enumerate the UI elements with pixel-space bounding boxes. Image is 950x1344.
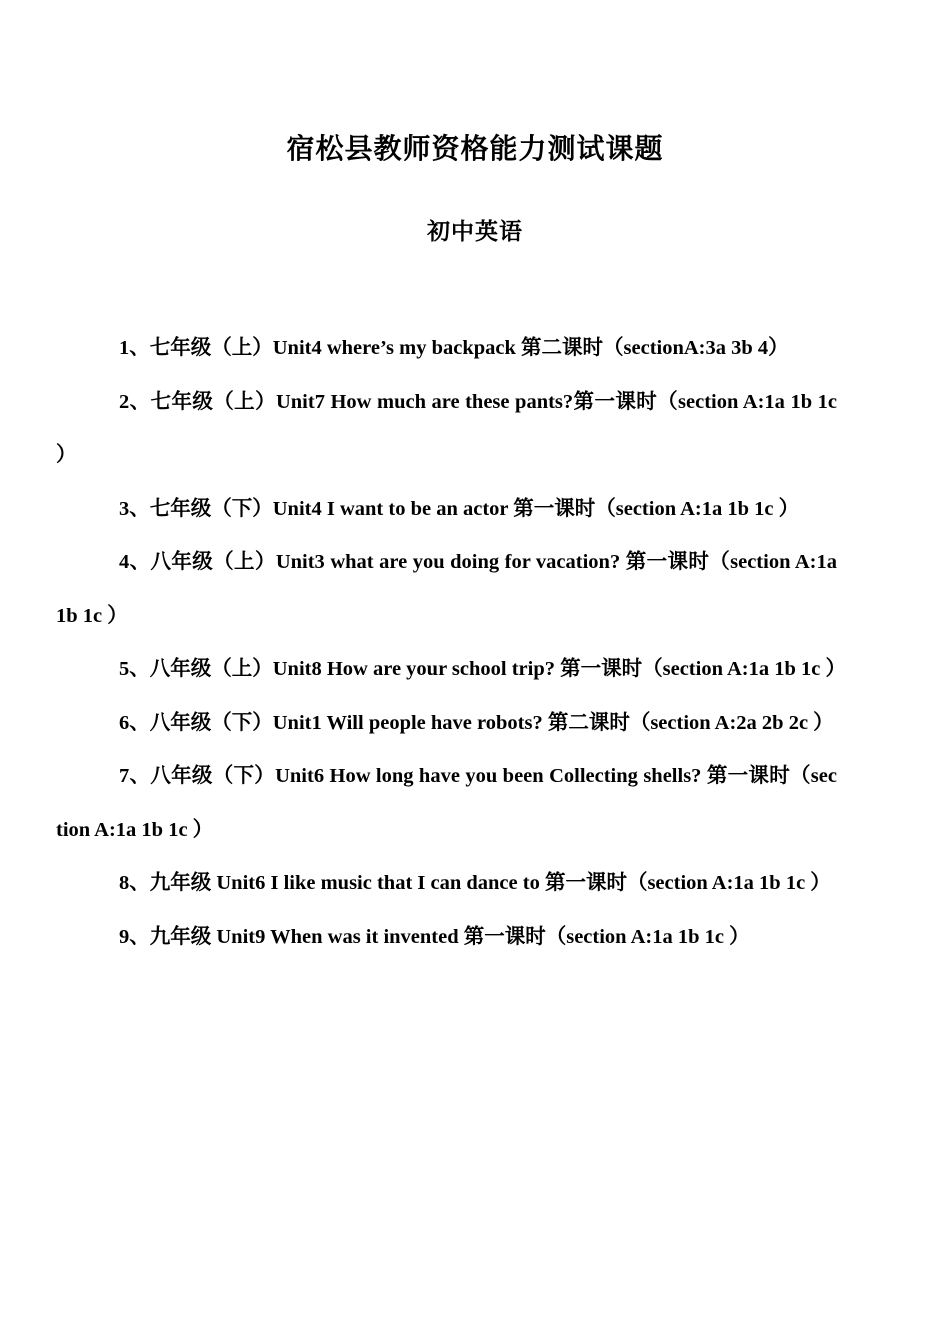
topic-item-6: 6、八年级（下）Unit1 Will people have robots? 第二课时（section A:2a 2b 2c ） bbox=[119, 711, 834, 734]
topic-item-1: 1、七年级（上）Unit4 where’s my backpack 第二课时（sectionA:3a 3b 4） bbox=[119, 337, 789, 359]
document-title: 宿松县教师资格能力测试课题 bbox=[286, 134, 664, 165]
topic-item-7: 7、八年级（下）Unit6 How long have you been Collecting shells? 第一课时（section A:1a 1b 1c ） bbox=[56, 765, 837, 841]
document-subtitle: 初中英语 bbox=[427, 219, 523, 244]
topic-item-2: 2、七年级（上）Unit7 How much are these pants?第一课时（section A:1a 1b 1c ） bbox=[56, 390, 837, 466]
topic-item-5: 5、八年级（上）Unit8 How are your school trip? 第一课时（section A:1a 1b 1c ） bbox=[119, 658, 846, 680]
topic-item-4: 4、八年级（上）Unit3 what are you doing for vacation? 第一课时（section A:1a 1b 1c ） bbox=[56, 551, 837, 627]
topic-list bbox=[56, 322, 846, 964]
topic-item-9: 9、九年级 Unit9 When was it invented 第一课时（section A:1a 1b 1c ） bbox=[119, 925, 750, 948]
topic-item-8: 8、九年级 Unit6 I like music that I can dance to 第一课时（section A:1a 1b 1c ） bbox=[119, 872, 831, 894]
topic-item-3: 3、七年级（下）Unit4 I want to be an actor 第一课时（section A:1a 1b 1c ） bbox=[119, 497, 800, 520]
